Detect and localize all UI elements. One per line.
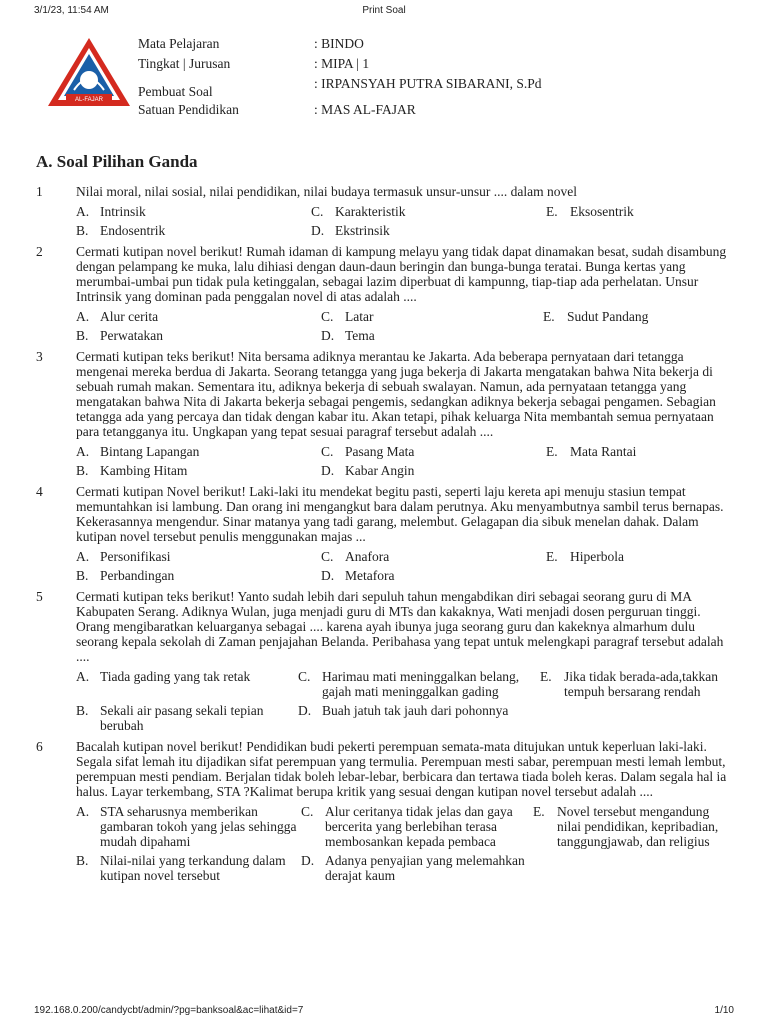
option-text: Kambing Hitam: [100, 463, 188, 478]
option-letter: D.: [301, 853, 315, 868]
meta-value: : IRPANSYAH PUTRA SIBARANI, S.Pd: [314, 76, 542, 91]
option-text: Perbandingan: [100, 568, 175, 583]
answer-option[interactable]: [321, 444, 546, 459]
answer-option[interactable]: [76, 804, 301, 849]
question-list: [36, 184, 736, 889]
answer-option[interactable]: [546, 549, 736, 564]
option-text: Buah jatuh tak jauh dari pohonnya: [322, 703, 509, 718]
option-text: Tema: [345, 328, 375, 343]
meta-row: [138, 102, 618, 118]
option-text: Mata Rantai: [570, 444, 637, 459]
option-text: Personifikasi: [100, 549, 171, 564]
print-url: 192.168.0.200/candycbt/admin/?pg=banksoal&ac=lihat&id=7: [34, 1005, 304, 1016]
answer-option[interactable]: [76, 463, 321, 478]
question-item: [36, 184, 736, 238]
answer-option[interactable]: [76, 328, 321, 343]
answer-option[interactable]: [76, 703, 298, 733]
option-text: Sekali air pasang sekali tepian berubah: [100, 703, 264, 733]
meta-key: Pembuat Soal: [138, 84, 213, 99]
answer-option[interactable]: [76, 549, 321, 564]
question-item: [36, 739, 736, 883]
option-letter: C.: [298, 669, 311, 684]
question-number: 6: [36, 739, 43, 754]
answer-option[interactable]: [533, 804, 736, 849]
question-number: 4: [36, 484, 43, 499]
answer-option[interactable]: [546, 204, 736, 219]
print-title: Print Soal: [362, 5, 406, 16]
option-text: Anafora: [345, 549, 390, 564]
answer-option[interactable]: [76, 223, 311, 238]
exam-meta: [138, 36, 618, 122]
option-letter: C.: [321, 309, 334, 324]
question-text: Cermati kutipan teks berikut! Yanto sudah lebih dari sepuluh tahun mengabdikan diri sebagai seorang guru di MA Kabupaten Serang. Adiknya Wulan, juga menjadi guru di MTs dan kakaknya, Wati menjadi dosen perguruan tinggi. Orang mengibaratkan keluarganya sebagai .... karena ayah ibunya juga seorang guru dan kakeknya almarhum dulu seorang kepala sekolah di Zaman penjajahan Belanda. Peribahasa yang tepat untuk melengkapi paragraf tersebut adalah ....: [76, 589, 724, 664]
question-item: [36, 484, 736, 583]
option-letter: B.: [76, 463, 89, 478]
answer-option[interactable]: [76, 309, 321, 324]
option-letter: D.: [298, 703, 312, 718]
option-letter: A.: [76, 804, 90, 819]
option-text: Sudut Pandang: [567, 309, 649, 324]
question-text: Cermati kutipan Novel berikut! Laki-laki itu mendekat begitu pasti, seperti laju kereta api menuju stasiun tempat memuntahkan isi lambung. Dan orang ini mengangkut bara dalam perutnya. Aku menyambutnya sambil terus bernapas. Kekerasannya mengendur. Sinar matanya yang tadi garang, melembut. Gelagapan dia sibuk menelan dahak. Dalam kutipan novel tersebut penulis menggunakan majas ...: [76, 484, 724, 544]
option-letter: A.: [76, 309, 90, 324]
option-letter: D.: [311, 223, 325, 238]
question-item: [36, 349, 736, 478]
meta-row: [138, 56, 618, 72]
option-letter: B.: [76, 223, 89, 238]
option-list: [76, 444, 736, 478]
option-text: Jika tidak berada-ada,takkan tempuh bersarang rendah: [564, 669, 719, 699]
meta-row: [138, 76, 618, 100]
option-letter: B.: [76, 703, 89, 718]
option-list: [76, 204, 736, 238]
option-letter: A.: [76, 444, 90, 459]
school-logo: [44, 34, 134, 124]
option-letter: A.: [76, 204, 90, 219]
option-list: [76, 804, 736, 883]
answer-option[interactable]: [76, 444, 321, 459]
question-number: 3: [36, 349, 43, 364]
answer-option[interactable]: [543, 309, 736, 324]
option-letter: E.: [533, 804, 545, 819]
browser-print-header: [0, 0, 768, 22]
option-text: Intrinsik: [100, 204, 146, 219]
meta-key: Satuan Pendidikan: [138, 102, 239, 117]
option-text: Eksosentrik: [570, 204, 634, 219]
option-letter: C.: [301, 804, 314, 819]
question-item: [36, 244, 736, 343]
option-text: Ekstrinsik: [335, 223, 390, 238]
question-item: [36, 589, 736, 733]
option-text: Bintang Lapangan: [100, 444, 200, 459]
answer-option[interactable]: [321, 328, 543, 343]
option-text: Alur cerita: [100, 309, 159, 324]
option-list: [76, 669, 736, 733]
option-letter: E.: [546, 444, 558, 459]
answer-option[interactable]: [301, 853, 533, 883]
answer-option[interactable]: [321, 549, 546, 564]
option-letter: D.: [321, 328, 335, 343]
option-letter: A.: [76, 549, 90, 564]
option-text: Harimau mati meninggalkan belang, gajah mati meninggalkan gading: [322, 669, 520, 699]
meta-value: : BINDO: [314, 36, 364, 51]
question-number: 2: [36, 244, 43, 259]
option-text: Novel tersebut mengandung nilai pendidikan, kepribadian, tanggungjawab, dan religius: [557, 804, 719, 849]
answer-option[interactable]: [301, 804, 533, 849]
meta-value: : MAS AL-FAJAR: [314, 102, 416, 117]
option-letter: B.: [76, 853, 89, 868]
option-text: Perwatakan: [100, 328, 163, 343]
print-datetime: 3/1/23, 11:54 AM: [34, 5, 109, 16]
option-text: Pasang Mata: [345, 444, 415, 459]
option-letter: E.: [540, 669, 552, 684]
logo-text: AL-FAJAR: [74, 97, 104, 103]
option-text: Kabar Angin: [345, 463, 415, 478]
question-number: 1: [36, 184, 43, 199]
answer-option[interactable]: [76, 568, 321, 583]
option-letter: C.: [321, 444, 334, 459]
option-list: [76, 309, 736, 343]
option-letter: E.: [546, 549, 558, 564]
answer-option[interactable]: [546, 444, 736, 459]
answer-option[interactable]: [298, 703, 540, 733]
question-text: Cermati kutipan teks berikut! Nita bersama adiknya merantau ke Jakarta. Ada beberapa pernyataan dari tetangga mengenai mereka berdua di Jakarta. Seorang tetangga yang juga bekerja di Jakarta mengatakan bahwa Nita bekerja di sebuah rumah makan. Sementara itu, adiknya bekerja di sebuah swalayan. Namun, ada pernyataan tetangga yang mengatakan bahwa Nita di Jakarta bekerja sebagai pengemis, sedangkan adiknya bekerja sebagai pengamen. Sebagian tetangga ada yang percaya dan tidak dengan kabar itu. Akan tetapi, pihak keluarga Nita membantah semua pernyataan para tetangganya itu. Ungkapan yang tepat sesuai paragraf tersebut adalah ....: [76, 349, 716, 439]
meta-value: : MIPA | 1: [314, 56, 370, 71]
option-letter: E.: [546, 204, 558, 219]
answer-option[interactable]: [298, 669, 540, 699]
option-text: Nilai-nilai yang terkandung dalam kutipan novel tersebut: [100, 853, 286, 883]
answer-option[interactable]: [76, 669, 298, 699]
option-letter: A.: [76, 669, 90, 684]
option-list: [76, 549, 736, 583]
option-letter: D.: [321, 463, 335, 478]
option-text: Karakteristik: [335, 204, 406, 219]
option-text: Endosentrik: [100, 223, 166, 238]
option-text: Tiada gading yang tak retak: [100, 669, 251, 684]
question-text: Cermati kutipan novel berikut! Rumah idaman di kampung melayu yang tidak dapat dinamakan besat, sudah disambung dengan pelampang ke muka, lalu dihiasi dengan daun-daun beringin dan bunga-bunga teratai. Bunga kertas yang merumbai-umbai pun tidak pula ketinggalan, sebagai lazim diperbuat di kampunng, tiap-tiap ada perhelatan. Unsur Intrinsik yang dominan pada penggalan novel di atas adalah ....: [76, 244, 727, 304]
option-text: STA seharusnya memberikan gambaran tokoh yang jelas sehingga mudah dipahami: [100, 804, 297, 849]
option-letter: B.: [76, 568, 89, 583]
page-number: 1/10: [714, 1005, 734, 1016]
option-letter: C.: [321, 549, 334, 564]
answer-option[interactable]: [321, 309, 543, 324]
option-text: Hiperbola: [570, 549, 624, 564]
question-text: Nilai moral, nilai sosial, nilai pendidikan, nilai budaya termasuk unsur-unsur .... dalam novel: [76, 184, 577, 199]
answer-option[interactable]: [311, 223, 546, 238]
browser-print-footer: [0, 996, 768, 1024]
option-text: Adanya penyajian yang melemahkan derajat kaum: [325, 853, 525, 883]
meta-row: [138, 36, 618, 52]
option-text: Alur ceritanya tidak jelas dan gaya bercerita yang berlebihan terasa membosankan kepada pembaca: [325, 804, 513, 849]
option-letter: C.: [311, 204, 324, 219]
option-text: Latar: [345, 309, 374, 324]
option-letter: E.: [543, 309, 555, 324]
question-number: 5: [36, 589, 43, 604]
question-text: Bacalah kutipan novel berikut! Pendidikan budi pekerti perempuan semata-mata ditujukan untuk keperluan laki-laki. Segala sifat lemah itu dijadikan sifat perempuan yang termulia. Perempuan mesti sabar, perempuan mesti lemah lembut, perempuan mesti pendiam. Berjalan tidak boleh lebar-lebar, berbicara dan tertawa tiada boleh keras. Dalam segala hal ia halus. Layar terkembang, STA ?Kalimat berupa kritik yang sesuai dengan kutipan novel tersebut adalah ....: [76, 739, 727, 799]
answer-option[interactable]: [76, 204, 311, 219]
option-letter: B.: [76, 328, 89, 343]
answer-option[interactable]: [76, 853, 301, 883]
answer-option[interactable]: [321, 463, 546, 478]
option-letter: D.: [321, 568, 335, 583]
answer-option[interactable]: [311, 204, 546, 219]
answer-option[interactable]: [321, 568, 546, 583]
section-title: A. Soal Pilihan Ganda: [36, 152, 198, 171]
answer-option[interactable]: [540, 669, 736, 699]
meta-key: Tingkat | Jurusan: [138, 56, 231, 71]
meta-key: Mata Pelajaran: [138, 36, 220, 51]
option-text: Metafora: [345, 568, 395, 583]
